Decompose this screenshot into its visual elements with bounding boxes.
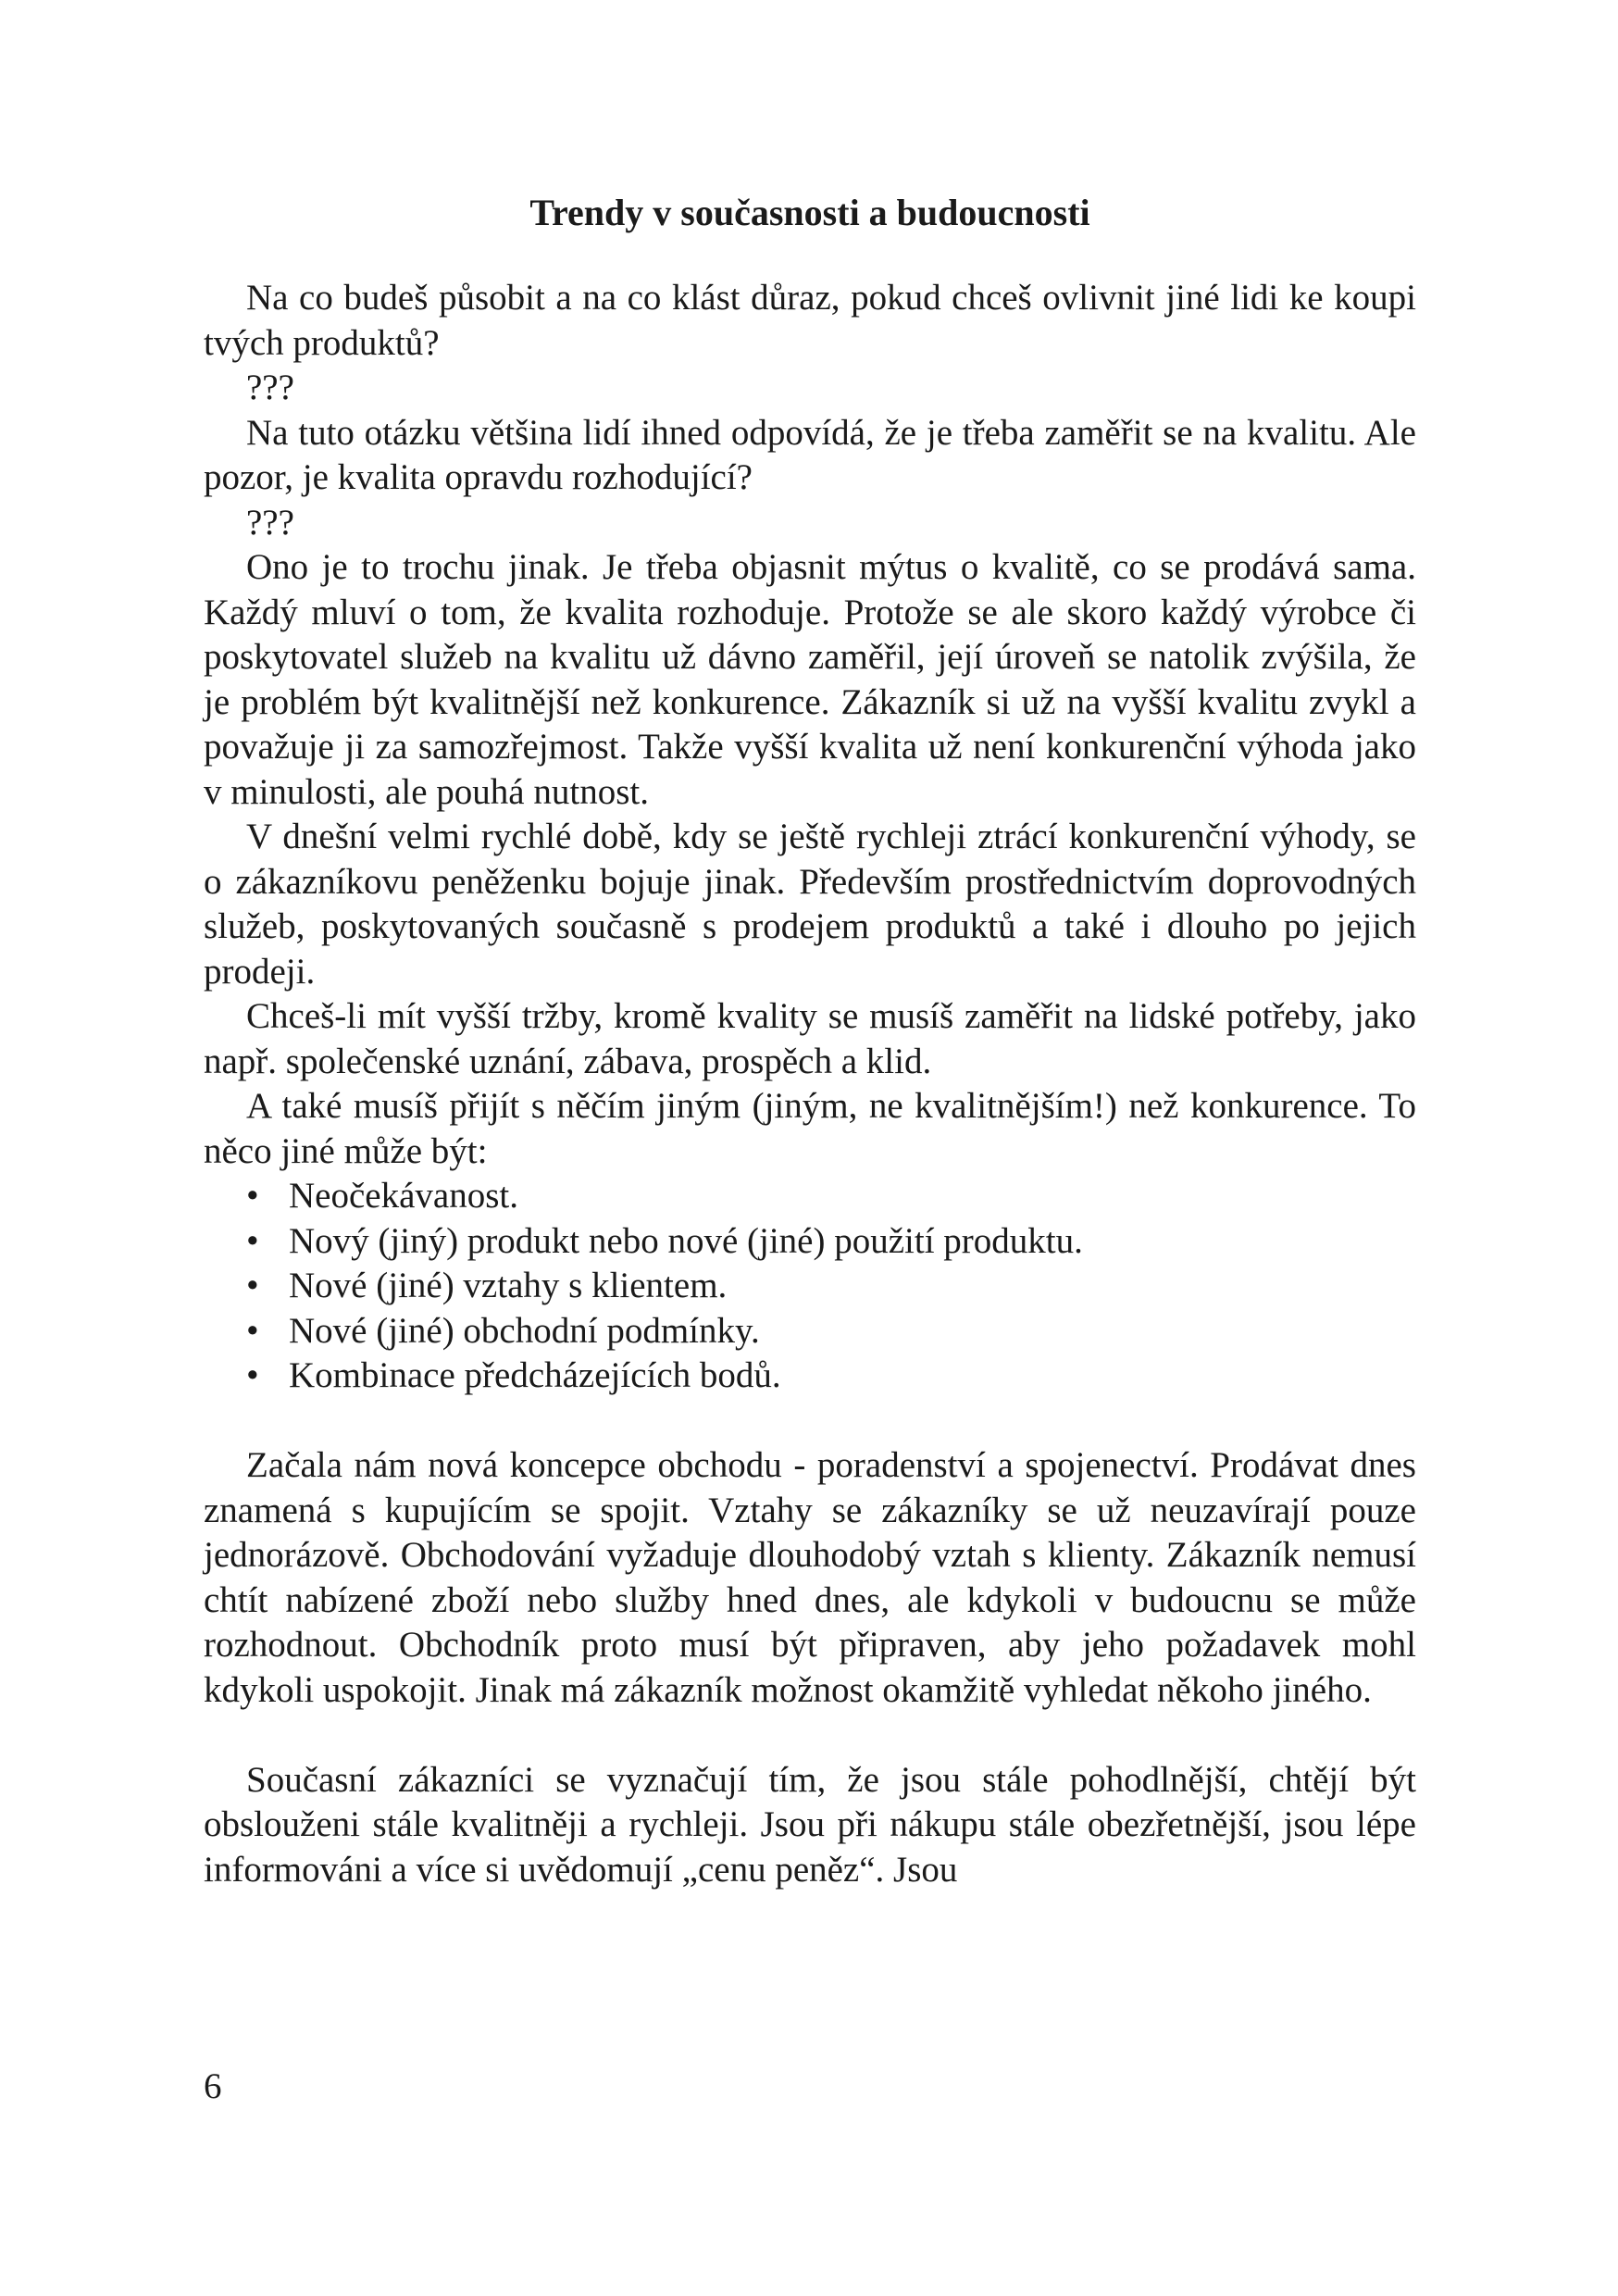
- paragraph-spacer: [204, 1713, 1416, 1758]
- list-item-text: Nové (jiné) obchodní podmínky.: [289, 1310, 760, 1351]
- paragraph-question-marks-1: ???: [246, 368, 294, 407]
- list-item-text: Neočekávanost.: [289, 1176, 518, 1216]
- bullet-icon: •: [246, 1176, 259, 1216]
- paragraph-quality-answer: Na tuto otázku většina lidí ihned odpovídá, že je třeba zaměřit se na kvalitu. Ale pozor, je kvalita opravdu rozhodující?: [204, 412, 1416, 497]
- list-item-text: Nové (jiné) vztahy s klientem.: [289, 1266, 728, 1305]
- bullet-list: [204, 1174, 1416, 1399]
- bullet-icon: •: [246, 1220, 259, 1261]
- list-item: [204, 1219, 1416, 1265]
- page-title: Trendy v současnosti a budoucnosti: [529, 192, 1090, 233]
- page-number: 6: [204, 2066, 222, 2106]
- list-item-text: Nový (jiný) produkt nebo nové (jiné) použití produktu.: [289, 1220, 1083, 1261]
- paragraph-current-customers: Současní zákazníci se vyznačují tím, že jsou stále pohodlnější, chtějí být obslouženi stále kvalitněji a rychleji. Jsou při nákupu stále obezřetnější, jsou lépe informováni a více si uvědomují „cenu peněz“. Jsou: [204, 1759, 1416, 1890]
- page-content: [204, 185, 1416, 1892]
- paragraph-question-marks-2: ???: [246, 502, 294, 543]
- list-item: [204, 1174, 1416, 1219]
- paragraph-question: Na co budeš působit a na co klást důraz, pokud chceš ovlivnit jiné lidi ke koupi tvých produktů?: [204, 278, 1416, 363]
- list-item: [204, 1309, 1416, 1354]
- paragraph-competition: V dnešní velmi rychlé době, kdy se ještě rychleji ztrácí konkurenční výhody, se o zákazníkovu peněženku bojuje jinak. Především prostřednictvím doprovodných služeb, poskytovaných současně s prodejem produktů a také i dlouho po jejich prodeji.: [204, 817, 1416, 992]
- list-item: [204, 1354, 1416, 1399]
- paragraph-something-different: A také musíš přijít s něčím jiným (jiným, ne kvalitnějším!) než konkurence. To něco jiné může být:: [204, 1086, 1416, 1171]
- bullet-icon: •: [246, 1266, 259, 1305]
- bullet-icon: •: [246, 1310, 259, 1351]
- bullet-icon: •: [246, 1355, 259, 1395]
- list-item: [204, 1264, 1416, 1309]
- list-item-text: Kombinace předcházejících bodů.: [289, 1355, 781, 1395]
- paragraph-human-needs: Chceš-li mít vyšší tržby, kromě kvality se musíš zaměřit na lidské potřeby, jako např. společenské uznání, zábava, prospěch a klid.: [204, 996, 1416, 1081]
- paragraph-spacer: [204, 1399, 1416, 1444]
- paragraph-quality-myth: Ono je to trochu jinak. Je třeba objasnit mýtus o kvalitě, co se prodává sama. Každý mluví o tom, že kvalita rozhoduje. Protože se ale skoro každý výrobce či poskytovatel služeb na kvalitu už dávno zaměřil, její úroveň se natolik zvýšila, že je problém být kvalitnější než konkurence. Zákazník si už na vyšší kvalitu zvykl a považuje ji za samozřejmost. Takže vyšší kvalita už není konkurenční výhoda jako v minulosti, ale pouhá nutnost.: [204, 547, 1416, 812]
- paragraph-new-concept: Začala nám nová koncepce obchodu - poradenství a spojenectví. Prodávat dnes znamená s kupujícím se spojit. Vztahy se zákazníky se už neuzavírají pouze jednorázově. Obchodování vyžaduje dlouhodobý vztah s klienty. Zákazník nemusí chtít nabízené zboží nebo služby hned dnes, ale kdykoli v budoucnu se může rozhodnout. Obchodník proto musí být připraven, aby jeho požadavek mohl kdykoli uspokojit. Jinak má zákazník možnost okamžitě vyhledat někoho jiného.: [204, 1445, 1416, 1710]
